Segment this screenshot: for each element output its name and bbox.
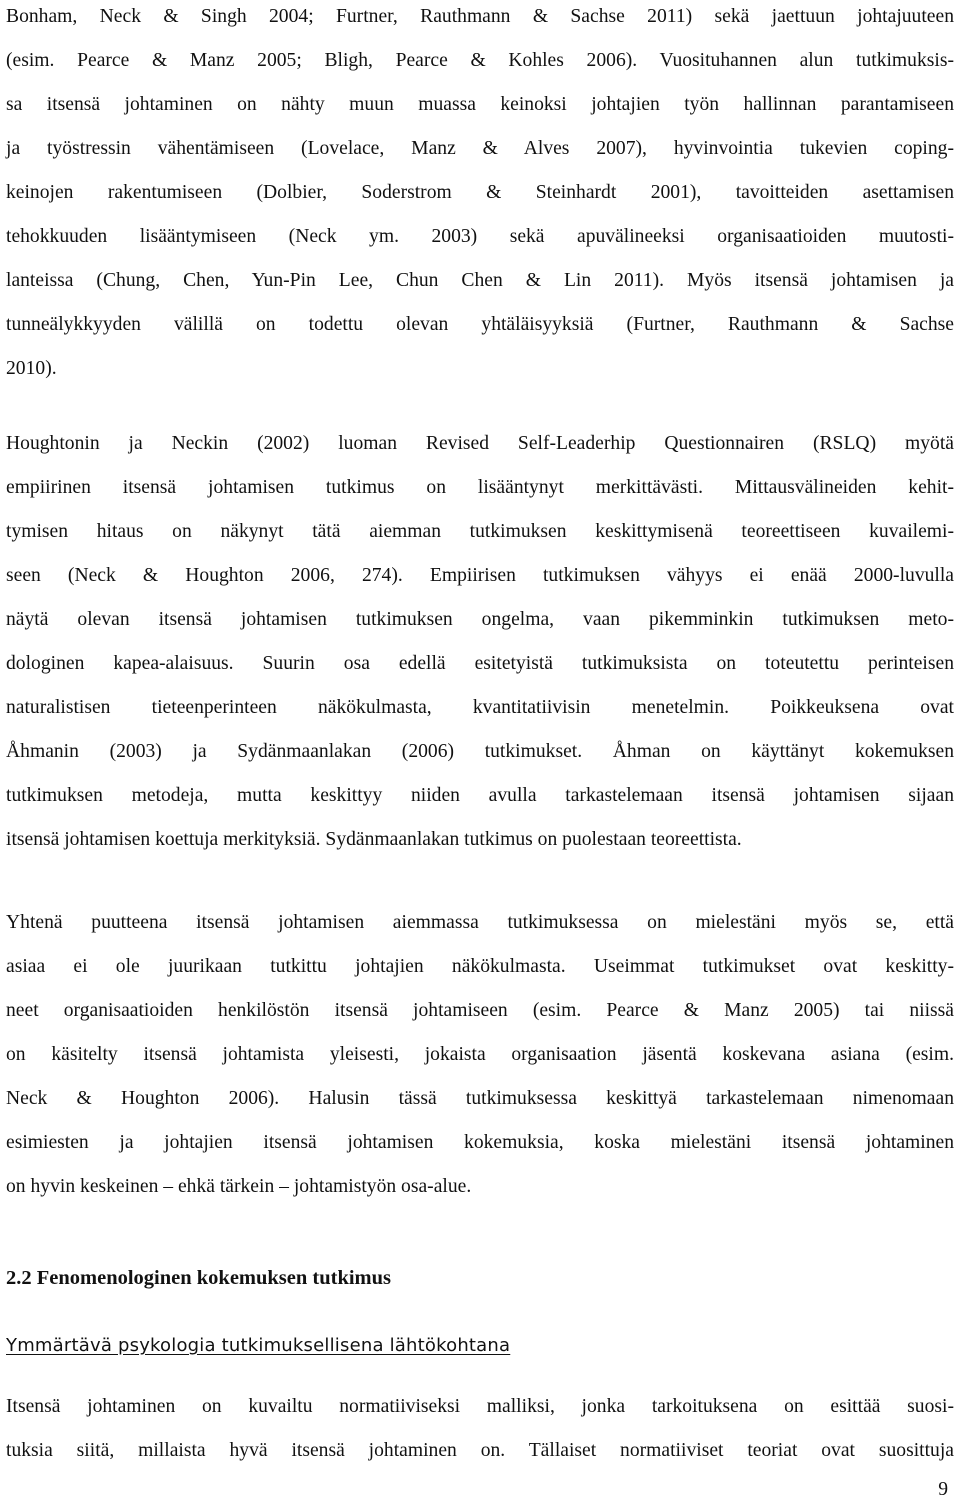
text-line: tutkimuksen metodeja, mutta keskittyy niiden avulla tarkastelemaan itsensä johtamisen sijaan [6, 785, 954, 806]
text-line: seen (Neck & Houghton 2006, 274). Empiirisen tutkimuksen vähyys ei enää 2000-luvulla [6, 565, 954, 586]
subsection-heading: Ymmärtävä psykologia tutkimuksellisena lähtökohtana [6, 1335, 511, 1356]
text-line: empiirinen itsensä johtamisen tutkimus on lisääntynyt merkittävästi. Mittausvälineiden kehit- [6, 477, 954, 498]
text-line: ja työstressin vähentämiseen (Lovelace, Manz & Alves 2007), hyvinvointia tukevien coping- [6, 138, 954, 159]
text-line: itsensä johtamisen koettuja merkityksiä. Sydänmaanlakan tutkimus on puolestaan teoreettista. [6, 829, 742, 850]
text-line: keinojen rakentumiseen (Dolbier, Soderstrom & Steinhardt 2001), tavoitteiden asettamisen [6, 182, 954, 203]
text-line: Neck & Houghton 2006). Halusin tässä tutkimuksessa keskittyä tarkastelemaan nimenomaan [6, 1088, 954, 1109]
section-number: 2.2 [6, 1267, 32, 1289]
text-line: neet organisaatioiden henkilöstön itsensä johtamiseen (esim. Pearce & Manz 2005) tai niissä [6, 1000, 954, 1021]
text-line: Åhmanin (2003) ja Sydänmaanlakan (2006) tutkimukset. Åhman on käyttänyt kokemuksen [6, 741, 954, 762]
text-line: tunneälykkyyden välillä on todettu olevan yhtäläisyyksiä (Furtner, Rauthmann & Sachse [6, 314, 954, 335]
text-line: lanteissa (Chung, Chen, Yun-Pin Lee, Chun Chen & Lin 2011). Myös itsensä johtamisen ja [6, 270, 954, 291]
page-number: 9 [938, 1479, 948, 1500]
text-line: tehokkuuden lisääntymiseen (Neck ym. 2003) sekä apuvälineeksi organisaatioiden muutosti- [6, 226, 954, 247]
text-line: on käsitelty itsensä johtamista yleisesti, jokaista organisaation jäsentä koskevana asiana (esim. [6, 1044, 954, 1065]
text-line: näytä olevan itsensä johtamisen tutkimuksen ongelma, vaan pikemminkin tutkimuksen meto- [6, 609, 954, 630]
paragraph-3 [6, 901, 954, 1209]
section-heading [6, 1262, 391, 1294]
text-line: on hyvin keskeinen – ehkä tärkein – johtamistyön osa-alue. [6, 1176, 472, 1197]
text-line: tymisen hitaus on näkynyt tätä aiemman tutkimuksen keskittymisenä teoreettiseen kuvailemi- [6, 521, 954, 542]
text-line: naturalistisen tieteenperinteen näkökulmasta, kvantitatiivisin menetelmin. Poikkeuksena ovat [6, 697, 954, 718]
section-title: Fenomenologinen kokemuksen tutkimus [36, 1267, 392, 1289]
text-line: asiaa ei ole juurikaan tutkittu johtajien näkökulmasta. Useimmat tutkimukset ovat keskitty- [6, 956, 954, 977]
paragraph-2 [6, 422, 954, 862]
text-line: esimiesten ja johtajien itsensä johtamisen kokemuksia, koska mielestäni itsensä johtaminen [6, 1132, 954, 1153]
text-line: sa itsensä johtaminen on nähty muun muassa keinoksi johtajien työn hallinnan parantamiseen [6, 94, 954, 115]
paragraph-4 [6, 1385, 954, 1473]
paragraph-1 [6, 0, 954, 391]
text-line: Houghtonin ja Neckin (2002) luoman Revised Self-Leaderhip Questionnairen (RSLQ) myötä [6, 433, 954, 454]
text-line: Bonham, Neck & Singh 2004; Furtner, Rauthmann & Sachse 2011) sekä jaettuun johtajuuteen [6, 6, 954, 27]
text-line: 2010). [6, 358, 57, 379]
text-line: Itsensä johtaminen on kuvailtu normatiiviseksi malliksi, jonka tarkoituksena on esittää suosi- [6, 1396, 954, 1417]
text-line: tuksia siitä, millaista hyvä itsensä johtaminen on. Tällaiset normatiiviset teoriat ovat suosittuja [6, 1440, 954, 1461]
text-line: Yhtenä puutteena itsensä johtamisen aiemmassa tutkimuksessa on mielestäni myös se, että [6, 912, 954, 933]
document-page [6, 0, 954, 1509]
text-line: dologinen kapea-alaisuus. Suurin osa edellä esitetyistä tutkimuksista on toteutettu perinteisen [6, 653, 954, 674]
text-line: (esim. Pearce & Manz 2005; Bligh, Pearce & Kohles 2006). Vuosituhannen alun tutkimuksis- [6, 50, 954, 71]
